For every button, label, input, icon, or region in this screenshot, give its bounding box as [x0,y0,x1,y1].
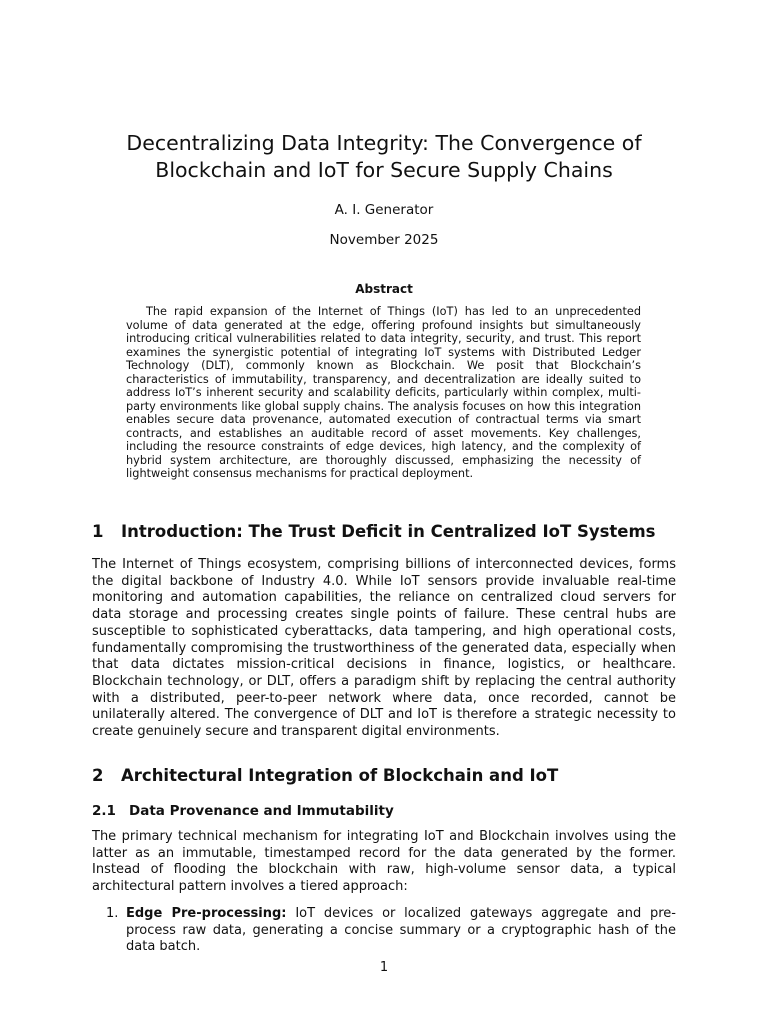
subsection-title: Data Provenance and Immutability [129,803,394,819]
section-heading-introduction [92,521,676,543]
paper-date: November 2025 [329,232,439,248]
list-item-text: IoT devices or localized gateways aggregate and pre-process raw data, generating a concise summary or a cryptographic hash of the data batch. [126,906,676,955]
paper-author: A. I. Generator [334,202,434,218]
subsection-number: 2.1 [92,803,116,819]
abstract-heading: Abstract [355,282,413,296]
section-title: Introduction: The Trust Deficit in Centralized IoT Systems [121,522,656,541]
paper-title: Decentralizing Data Integrity: The Convergence of Blockchain and IoT for Secure Supply Chains [126,131,642,182]
list-item [92,906,676,956]
list-item-number: 1. [106,906,119,921]
data-provenance-paragraph: The primary technical mechanism for integrating IoT and Blockchain involves using the latter as an immutable, timestamped record for the data generated by the former. Instead of flooding the blockchain with raw, high-volume sensor data, a typical architectural pattern involves a tiered approach: [92,829,676,895]
page-number: 1 [379,960,389,975]
section-number: 1 [92,522,104,541]
subsection-heading-data-provenance [92,802,676,820]
section-title: Architectural Integration of Blockchain and IoT [121,766,559,785]
abstract-text: The rapid expansion of the Internet of Things (IoT) has led to an unprecedented volume of data generated at the edge, offering profound insights but simultaneously introducing critical vulnerabilities related to data integrity, security, and trust. This report examines the synergistic potential of integrating IoT systems with Distributed Ledger Technology (DLT), commonly known as Blockchain. We posit that Blockchain’s characteristics of immutability, transparency, and decentralization are ideally suited to address IoT’s inherent security and scalability deficits, particularly within complex, multi-party environments like global supply chains. The analysis focuses on how this integration enables secure data provenance, automated execution of contractual terms via smart contracts, and establishes an auditable record of asset movements. Key challenges, including the resource constraints of edge devices, high latency, and the complexity of hybrid system architecture, are thoroughly discussed, emphasizing the necessity of lightweight consensus mechanisms for practical deployment. [126,305,641,480]
list-item-term: Edge Pre-processing: [126,906,287,921]
tiered-approach-list [92,906,676,956]
introduction-paragraph: The Internet of Things ecosystem, comprising billions of interconnected devices, forms the digital backbone of Industry 4.0. While IoT sensors provide invaluable real-time monitoring and automation capabilities, the reliance on centralized cloud servers for data storage and processing creates single points of failure. These central hubs are susceptible to sophisticated cyberattacks, data tampering, and high operational costs, fundamentally compromising the trustworthiness of the generated data, especially when that data dictates mission-critical decisions in finance, logistics, or healthcare. Blockchain technology, or DLT, offers a paradigm shift by replacing the central authority with a distributed, peer-to-peer network where data, once recorded, cannot be unilaterally altered. The convergence of DLT and IoT is therefore a strategic necessity to create genuinely secure and transparent digital environments. [92,557,676,740]
section-number: 2 [92,766,104,785]
section-heading-architecture [92,765,676,787]
